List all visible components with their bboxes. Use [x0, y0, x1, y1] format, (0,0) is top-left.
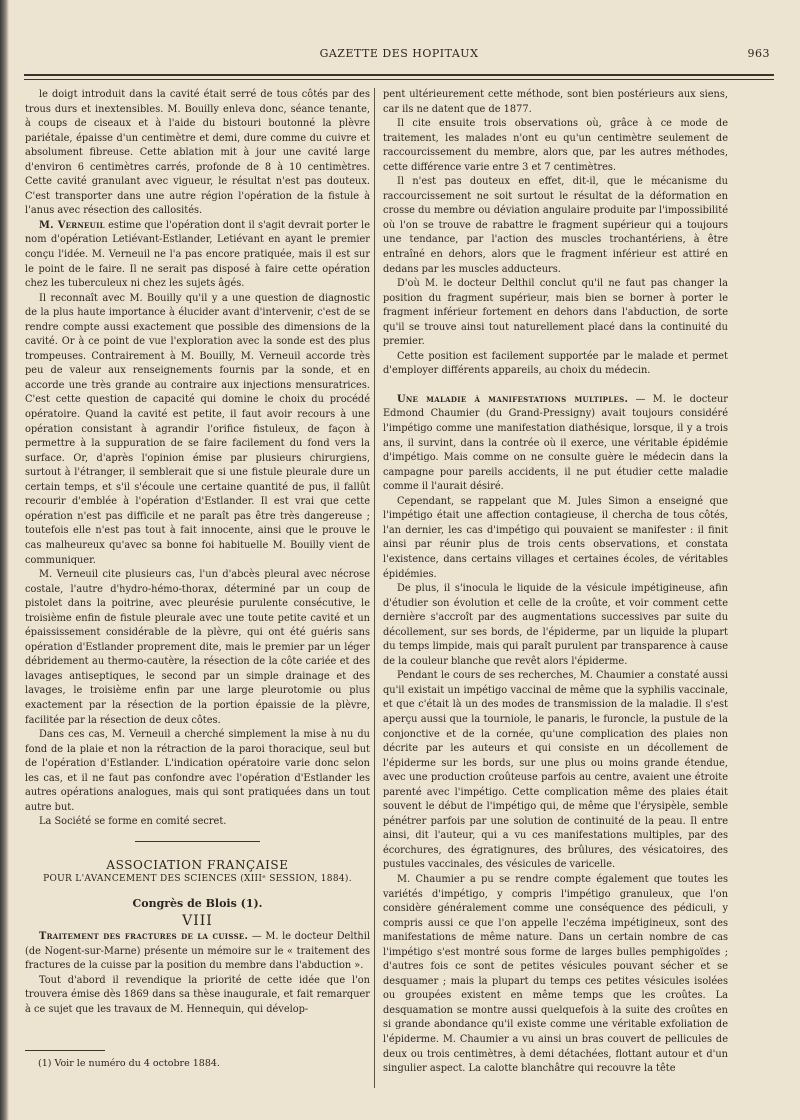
- right-column-text: [383, 88, 728, 379]
- header-rule-thin: [24, 79, 774, 80]
- paragraph: [383, 582, 728, 669]
- section-number: VIII: [182, 912, 213, 929]
- paragraph-text: Il n'est pas douteux en effet, dit-il, que le mécanisme du raccourcissement ne soit surtout le résultat de la déformation en crosse du membre ou déviation angulaire produite par l'impossibilité où l'on se trouve de rabattre le fragment supérieur qui a toujours une tendance, par l'action des muscles trochantériens, à être entraîné en dehors, alors que le fragment inférieur est attiré en dedans par les muscles adducteurs.: [383, 176, 728, 275]
- left-column-text: [25, 88, 370, 830]
- paragraph-text: estime que l'opération dont il s'agit devrait porter le nom d'opération Letiévant-Estlander, Letiévant en ayant le premier conçu l'idée. M. Verneuil ne l'a pas encore pratiquée, mais il est sur le point de le faire. Il ne serait pas disposé à faire cette opération chez les tuberculeux ni chez les sujets âgés.: [25, 219, 370, 290]
- paragraph-text: Tout d'abord il revendique la priorité de cette idée que l'on trouvera émise dès 1869 dans sa thèse inaugurale, et fait remarquer à ce sujet que les travaux de M. Hennequin, qui dévelop-: [25, 974, 370, 1015]
- header-rule: [24, 74, 774, 76]
- association-subtitle: POUR L'AVANCEMENT DES SCIENCES (XIIIᵉ SESSION, 1884).: [43, 874, 352, 885]
- paragraph: [383, 350, 728, 379]
- paragraph-lead: M. Verneuil: [39, 219, 105, 231]
- page-header: [24, 44, 774, 64]
- paragraph: [25, 930, 370, 974]
- left-column: [25, 88, 370, 1088]
- paragraph-text: D'où M. le docteur Delthil conclut qu'il ne faut pas changer la position du fragment supérieur, mais bien se borner à porter le fragment inférieur fortement en dehors dans l'abduction, de sorte qu'il se trouve ainsi tout naturellement placé dans la continuité du premier.: [383, 278, 728, 348]
- paragraph-text: pent ultérieurement cette méthode, sont bien postérieurs aux siens, car ils ne datent que de 1877.: [383, 89, 728, 115]
- paragraph-text: Cependant, se rappelant que M. Jules Simon a enseigné que l'impétigo était une affection contagieuse, il chercha de tous côtés, l'an dernier, les cas d'impétigo qui pouvaient se manifester : il finit ainsi par réunir plus de trois cents observations, et constata l'existence, dans certains villages et certaines écoles, de véritables épidémies.: [383, 495, 728, 580]
- footnote: (1) Voir le numéro du 4 octobre 1884.: [38, 1058, 220, 1069]
- paragraph: [25, 88, 370, 219]
- paragraph-gap: [383, 379, 728, 393]
- paragraph: [25, 568, 370, 728]
- paragraph-text: M. Chaumier a pu se rendre compte également que toutes les variétés d'impétigo, y compris l'impétigo granuleux, que l'on considère généralement comme une conséquence des pédiculi, y compris aussi ce que l'on appelle l'eczéma impétigineux, sont des manifestations de même nature. Dans un certain nombre de cas l'impétigo s'est montré sous forme de larges bulles pemphigoïdes ; d'autres fois ce sont de petites vésicules pouvant sécher et se desquamer ; mais la plupart du temps ces petites vésicules isolées ou groupées existent en même temps que les croûtes. La desquamation se montre aussi quelquefois à la suite des croûtes en si grande abondance qu'il existe comme une véritable exfoliation de l'épiderme. M. Chaumier a vu ainsi un bras couvert de pellicules de deux ou trois centimètres, à demi détachées, flottant autour et d'un singulier aspect. La calotte blanchâtre qui recouvre la tête: [383, 873, 728, 1075]
- paragraph-text: Dans ces cas, M. Verneuil a cherché simplement la mise à nu du fond de la plaie et non la rétraction de la paroi thoracique, seul but de l'opération d'Estlander. L'indication opératoire varie donc selon les cas, et il ne faut pas confondre avec l'opération d'Estlander les autres opérations analogues, mais qui sont pratiquées dans un tout autre but.: [25, 729, 370, 813]
- congres-heading: Congrès de Blois (1).: [132, 896, 263, 910]
- paragraph: [383, 393, 728, 495]
- paragraph: [383, 175, 728, 277]
- paragraph-text: M. Verneuil cite plusieurs cas, l'un d'abcès pleural avec nécrose costale, l'autre d'hydro-hémo-thorax, déterminé par un coup de pistolet dans la poitrine, avec pleurésie purulente consécutive, le troisième enfin de fistule pleurale avec une toute petite cavité et un épaississement considérable de la plèvre, qui ont été guéris sans opération d'Estlander proprement dite, mais le premier par un léger débridement au thermo-cautère, la résection de la côte cariée et des lavages antiseptiques, le second par un simple drainage et des lavages, le troisième enfin par une large pleurotomie ou plus exactement par la résection de la portion épaissie de la plèvre, facilitée par la résection de deux côtes.: [25, 569, 370, 726]
- paragraph-text: Il reconnaît avec M. Bouilly qu'il y a une question de diagnostic de la plus haute importance à élucider avant d'intervenir, c'est de se rendre compte aussi exactement que possible des dimensions de la cavité. Or à ce point de vue l'exploration avec la sonde est des plus trompeuses. Contrairement à M. Bouilly, M. Verneuil accorde très peu de valeur aux renseignements fournis par la sonde, et en accorde une très grande au contraire aux injections mensuratrices. C'est cette question de capacité qui domine le choix du procédé opératoire. Quand la cavité est petite, il faut avoir recours à une opération consistant à agrandir l'orifice fistuleux, de façon à permettre à la suppuration de se faire facilement du fond vers la surface. Or, d'après l'opinion émise par plusieurs chirurgiens, surtout à l'étranger, il semblerait que si une fistule pleurale dure un certain temps, et s'il s'écoule une certaine quantité de pus, il fallût recourir d'emblée à l'opération d'Estlander. Il est vrai que cette opération n'est pas difficile et ne paraît pas être très dangereuse ; toutefois elle n'est pas tout à fait innocente, ainsi que le prouve le cas malheureux qu'avec sa bonne foi habituelle M. Bouilly vient de communiquer.: [25, 292, 370, 566]
- right-column-text-2: [383, 393, 728, 1077]
- section-separator: [25, 830, 370, 852]
- paragraph-text: le doigt introduit dans la cavité était serré de tous côtés par des trous durs et inextensibles. M. Bouilly enleva donc, séance tenante, à coups de ciseaux et à l'aide du bistouri boutonné la plèvre pariétale, épaisse d'un centimètre et demi, dure comme du cuivre et absolument fibreuse. Cette ablation mit à jour une cavité large d'environ 6 centimètres carrés, profonde de 8 à 10 centimètres. Cette cavité granulant avec vigueur, le résultat n'est pas douteux. C'est transporter dans une autre région l'opération de la fistule à l'anus avec résection des callosités.: [25, 89, 370, 217]
- paragraph-lead: Traitement des fractures de la cuisse.: [39, 931, 249, 943]
- column-divider: [374, 88, 375, 1088]
- paragraph-lead: Une maladie à manifestations multiples.: [397, 393, 629, 405]
- association-title: ASSOCIATION FRANÇAISE: [106, 857, 289, 872]
- paragraph-text: — M. le docteur Delthil (de Nogent-sur-Marne) présente un mémoire sur le « traitement des fractures de la cuisse par la position du membre dans l'abduction ».: [25, 931, 370, 972]
- paragraph-text: Pendant le cours de ses recherches, M. Chaumier a constaté aussi qu'il existait un impétigo vaccinal de même que la syphilis vaccinale, et que c'était là un des modes de transmission de la maladie. Il s'est aperçu aussi que la tourniole, le panaris, le furoncle, la pustule de la conjonctive et de la cornée, qu'une complication des plaies non décrite par les auteurs et qui consiste en un décollement de l'épiderme sur les bords, sur une plus ou moins grande étendue, avec une production croûteuse parfois au centre, avaient une étroite parenté avec l'impétigo. Cette complication même des plaies était souvent le début de l'impétigo qui, de même que l'érysipèle, semble pénétrer parfois par une solution de continuité de la peau. Il entre ainsi, dit l'auteur, qui a vu ces manifestations multiples, par des écorchures, des égratignures, des brûlures, des vésicatoires, des pustules vaccinales, des vésicules de varicelle.: [383, 670, 728, 871]
- paragraph: [383, 277, 728, 350]
- page-number: 963: [747, 47, 770, 60]
- paragraph: [383, 88, 728, 117]
- page-binding-edge: [0, 0, 9, 1120]
- paragraph: [25, 815, 370, 830]
- paragraph: [383, 495, 728, 582]
- paragraph: [25, 974, 370, 1018]
- journal-title: GAZETTE DES HOPITAUX: [319, 47, 479, 60]
- paragraph: [383, 117, 728, 175]
- paragraph: [383, 873, 728, 1077]
- paragraph: [25, 728, 370, 815]
- right-column: [383, 88, 728, 1088]
- paragraph-text: La Société se forme en comité secret.: [39, 816, 227, 828]
- footnote-rule: [25, 1050, 105, 1051]
- paragraph: [25, 219, 370, 292]
- paragraph-text: Cette position est facilement supportée par le malade et permet d'employer différents appareils, au choix du médecin.: [383, 350, 728, 377]
- paragraph: [383, 669, 728, 873]
- left-column-text-2: [25, 930, 370, 1017]
- paragraph-text: — M. le docteur Edmond Chaumier (du Grand-Pressigny) avait toujours considéré l'impétigo comme une manifestation diathésique, lorsque, il y a trois ans, il survint, dans la contrée où il exerce, une véritable épidémie d'impétigo. Mais comme on ne consulte guère le médecin dans la campagne pour pareils accidents, il ne put étudier cette maladie comme il l'aurait désiré.: [383, 393, 728, 493]
- paragraph: [25, 292, 370, 568]
- paragraph-text: Il cite ensuite trois observations où, grâce à ce mode de traitement, les malades n'ont eu qu'un centimètre seulement de raccourcissement du membre, alors que, par les autres méthodes, cette différence varie entre 3 et 7 centimètres.: [383, 118, 728, 173]
- paragraph-text: De plus, il s'inocula le liquide de la vésicule impétigineuse, afin d'étudier son évolution et celle de la croûte, et voir comment cette dernière s'accroît par des augmentations successives par suite du décollement, sur ses bords, de l'épiderme, par un liquide la plupart du temps limpide, mais qui paraît purulent par transparence à cause de la couleur blanche que revêt alors l'épiderme.: [383, 583, 728, 667]
